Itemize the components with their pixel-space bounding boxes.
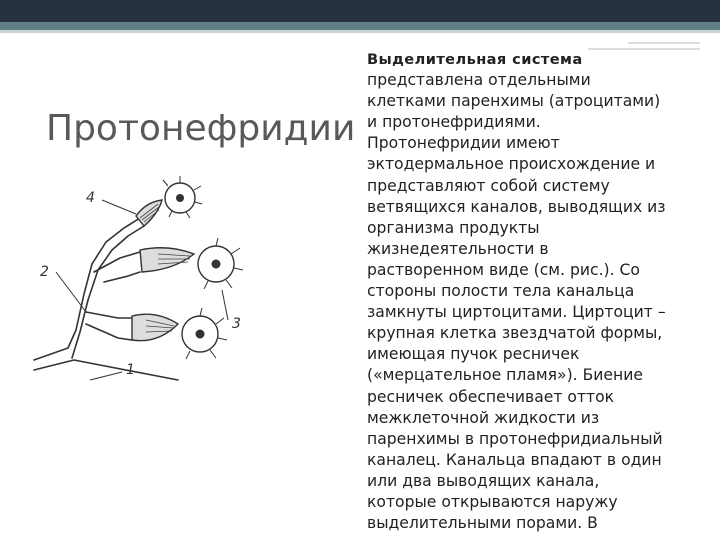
body-line: и протонефридиями. (367, 113, 541, 132)
figure-label-3: 3 (232, 316, 241, 332)
body-line: («мерцательное пламя»). Биение (367, 366, 643, 385)
figure-label-2: 2 (40, 264, 49, 280)
body-line: которые открываются наружу (367, 492, 618, 511)
body-line: растворенном виде (см. рис.). Со (367, 260, 640, 279)
top-decorative-bar (0, 0, 720, 22)
branch-middle-upper (94, 252, 140, 272)
body-line: представляют собой систему (367, 176, 610, 195)
figure-label-1: 1 (126, 362, 135, 378)
body-line: или два выводящих канала, (367, 471, 600, 490)
decorative-line (628, 42, 700, 44)
flame-bundle (140, 248, 194, 272)
body-line: каналец. Канальца впадают в один (367, 450, 662, 469)
body-paragraph (367, 49, 712, 534)
flame-bundle (136, 200, 162, 226)
body-line: крупная клетка звездчатой формы, (367, 324, 663, 343)
top-accent-bar (0, 22, 720, 30)
flame-cell-middle (140, 238, 243, 289)
canal-wall-bottom (34, 360, 178, 380)
branch-lower-upper (86, 312, 132, 318)
cell-nucleus (212, 260, 221, 269)
body-line: замкнуты циртоцитами. Циртоцит – (367, 303, 666, 322)
body-line: стороны полости тела канальца (367, 282, 635, 301)
figure-label-4: 4 (86, 190, 95, 206)
body-line: клетками паренхимы (атроцитами) (367, 92, 661, 111)
cell-nucleus (196, 330, 205, 339)
body-line: эктодермальное происхождение и (367, 155, 656, 174)
slide-title: Протонефридии (46, 108, 356, 149)
body-line: организма продукты (367, 218, 540, 237)
protonephridia-diagram (28, 160, 260, 392)
body-line: Протонефридии имеют (367, 134, 560, 153)
branch-middle-lower (104, 272, 140, 282)
body-line: жизнедеятельности в (367, 239, 549, 258)
flame-cell-top (136, 176, 202, 226)
body-line: ресничек обеспечивает отток (367, 387, 615, 406)
flame-cell-bottom (132, 308, 227, 359)
cell-nucleus (176, 194, 184, 202)
body-lead: Выделительная система (367, 51, 583, 68)
body-line: имеющая пучок ресничек (367, 345, 580, 364)
body-line: паренхимы в протонефридиальный (367, 429, 663, 448)
body-line: представлена отдельными (367, 71, 591, 90)
branch-lower-lower (86, 324, 132, 340)
body-line: межклеточной жидкости из (367, 408, 600, 427)
top-light-bar (0, 30, 720, 33)
body-line: ветвящихся каналов, выводящих из (367, 197, 666, 216)
body-line: выделительными порами. В (367, 514, 598, 533)
